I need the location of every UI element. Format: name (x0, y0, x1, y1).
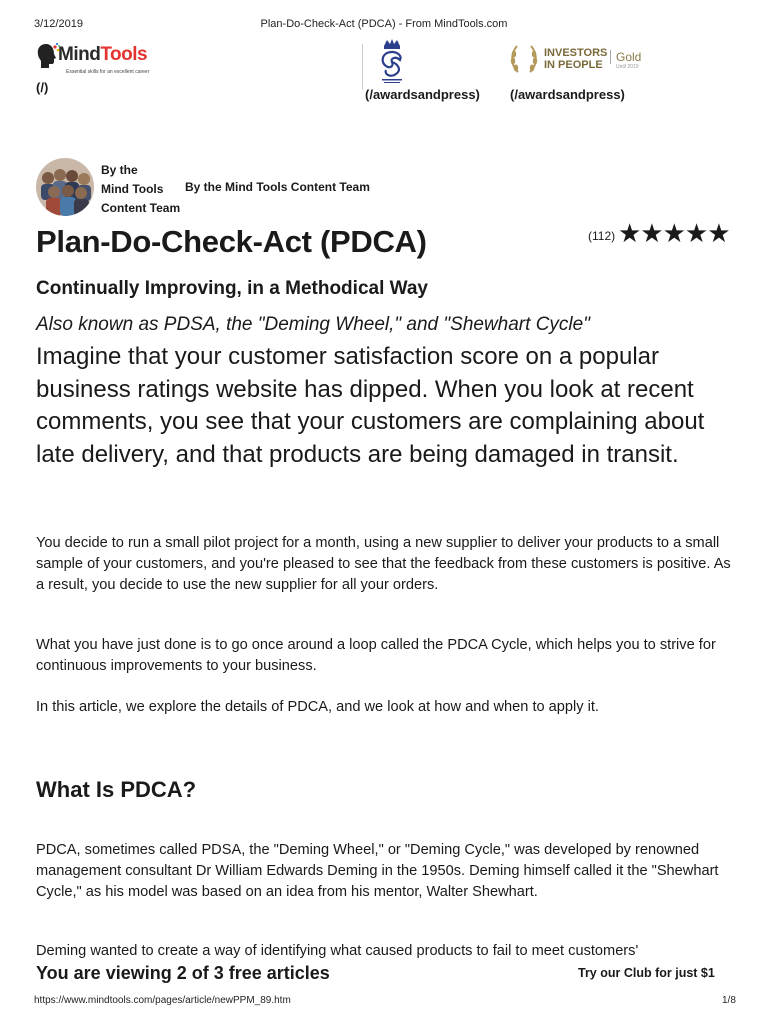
mindtools-logo[interactable] (36, 42, 166, 82)
body-paragraph: What you have just done is to go once around a loop called the PDCA Cycle, which helps you to strive for continuous improvements to your business. (36, 637, 716, 674)
body-paragraph: PDCA, sometimes called PDSA, the "Deming Wheel," or "Deming Cycle," was developed by renowned management consultant Dr William Edwards Deming in the 1950s. Deming himself called it the "Shewhart Cycle," as his model was based on an idea from his mentor, Walter Shewhart. (36, 842, 719, 900)
section-heading: What Is PDCA? (36, 777, 197, 802)
body-paragraph: In this article, we explore the details of PDCA, and we look at how and when to apply it. (36, 699, 599, 715)
divider (362, 44, 363, 90)
print-page-title: Plan-Do-Check-Act (PDCA) - From MindTools.com (260, 18, 508, 30)
head-silhouette-icon (36, 42, 60, 72)
paywall-message: You are viewing 2 of 3 free articles (36, 963, 330, 983)
lead-paragraph: Imagine that your customer satisfaction score on a popular business ratings website has dipped. When you look at recent comments, you see that your customers are complaining about late delivery, and that products are being damaged in transit. (36, 343, 705, 468)
queens-award-logo[interactable] (372, 38, 412, 84)
author-byline-stacked: By the Mind Tools Content Team (101, 163, 181, 215)
queens-award-icon (372, 38, 412, 84)
author-byline: By the Mind Tools Content Team (185, 180, 370, 194)
investors-in-people-logo[interactable] (508, 42, 644, 82)
home-link[interactable]: (/) (36, 80, 49, 95)
awards-link[interactable]: (/awardsandpress) (365, 87, 480, 102)
logo-tagline: Essential skills for an excellent career (66, 69, 150, 75)
rating-count: (112) (588, 229, 616, 243)
print-page-number: 1/8 (722, 995, 736, 1006)
iip-gold-label: Gold (610, 50, 641, 64)
star-rating-icon[interactable]: ★★★★★ (618, 218, 730, 248)
print-date: 3/12/2019 (34, 18, 83, 30)
team-photo-icon (36, 158, 94, 216)
also-known-as: Also known as PDSA, the "Deming Wheel," and "Shewhart Cycle" (36, 314, 590, 335)
club-trial-link[interactable]: Try our Club for just $1 (578, 966, 715, 980)
awards-link[interactable]: (/awardsandpress) (510, 87, 625, 102)
body-paragraph-truncated: Deming wanted to create a way of identifying what caused products to fail to meet customers' (36, 943, 639, 959)
laurel-wreath-icon (508, 42, 540, 76)
iip-until-label: Until 2019 (616, 64, 639, 70)
author-avatar (36, 158, 94, 216)
article-subtitle: Continually Improving, in a Methodical Way (36, 278, 428, 299)
page-title: Plan-Do-Check-Act (PDCA) (36, 224, 427, 259)
iip-wordmark: INVESTORS IN PEOPLE (544, 47, 608, 71)
logo-wordmark: MindTools (58, 44, 148, 65)
body-paragraph: You decide to run a small pilot project for a month, using a new supplier to deliver your products to a small sample of your customers, and you're pleased to see that the feedback from these customers is positive. As a result, you decide to use the new supplier for all your orders. (36, 535, 731, 593)
print-url: https://www.mindtools.com/pages/article/newPPM_89.htm (34, 995, 291, 1006)
